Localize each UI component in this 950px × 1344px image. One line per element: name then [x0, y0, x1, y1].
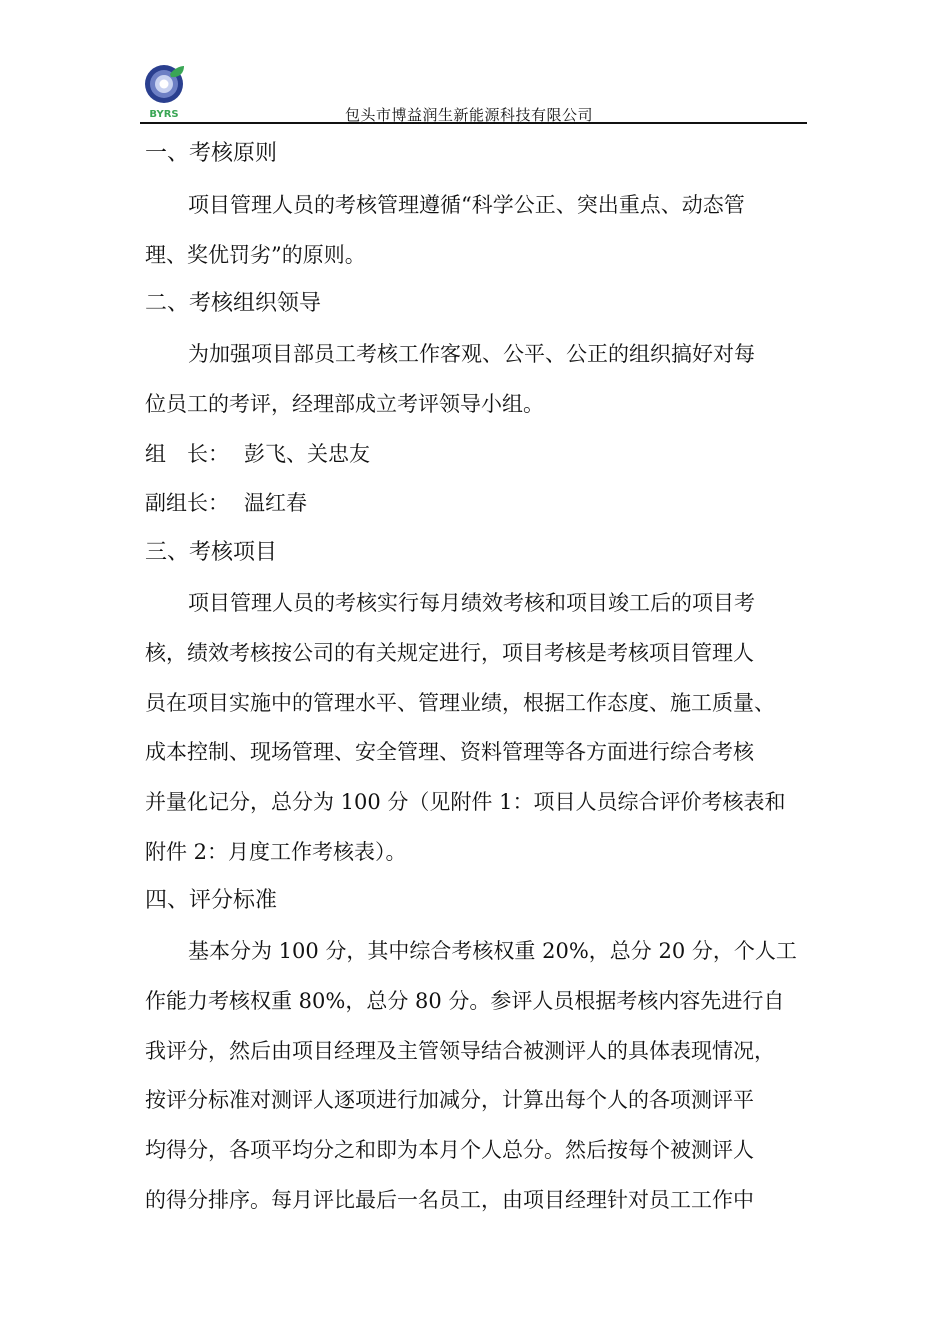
- section-heading: 三、考核项目: [145, 540, 278, 565]
- paragraph-line: 均得分，各项平均分之和即为本月个人总分。然后按每个被测评人: [145, 1138, 754, 1162]
- paragraph-line: 项目管理人员的考核实行每月绩效考核和项目竣工后的项目考: [188, 591, 755, 615]
- header-divider: [140, 122, 807, 124]
- leader-label: 组 长：: [145, 442, 229, 466]
- paragraph-line: 成本控制、现场管理、安全管理、资料管理等各方面进行综合考核: [145, 740, 754, 764]
- leader-value: 彭飞、关忠友: [244, 442, 370, 466]
- paragraph-line: 作能力考核权重 80%，总分 80 分。参评人员根据考核内容先进行自: [145, 989, 785, 1013]
- paragraph-line: 附件 2：月度工作考核表）。: [145, 840, 407, 864]
- paragraph-line: 我评分，然后由项目经理及主管领导结合被测评人的具体表现情况，: [145, 1039, 775, 1063]
- header-company-name: 包头市博益润生新能源科技有限公司: [345, 106, 594, 124]
- paragraph-line: 理、奖优罚劣”的原则。: [145, 243, 366, 267]
- paragraph-line: 核，绩效考核按公司的有关规定进行，项目考核是考核项目管理人: [145, 641, 754, 665]
- paragraph-line: 员在项目实施中的管理水平、管理业绩，根据工作态度、施工质量、: [145, 691, 775, 715]
- section-heading: 一、考核原则: [145, 141, 278, 166]
- logo-wordmark: BYRS: [149, 109, 179, 120]
- section-heading: 四、评分标准: [145, 888, 278, 913]
- paragraph-line: 为加强项目部员工考核工作客观、公平、公正的组织搞好对每: [188, 342, 755, 366]
- paragraph-line: 项目管理人员的考核管理遵循“科学公正、突出重点、动态管: [188, 193, 745, 217]
- section-heading: 二、考核组织领导: [145, 291, 322, 316]
- paragraph-line: 的得分排序。每月评比最后一名员工，由项目经理针对员工工作中: [145, 1188, 754, 1212]
- paragraph-line: 并量化记分，总分为 100 分（见附件 1：项目人员综合评价考核表和: [145, 790, 786, 814]
- company-logo: [140, 62, 188, 122]
- paragraph-line: 按评分标准对测评人逐项进行加减分，计算出每个人的各项测评平: [145, 1088, 754, 1112]
- paragraph-line: 位员工的考评，经理部成立考评领导小组。: [145, 392, 544, 416]
- deputy-value: 温红春: [244, 491, 307, 515]
- paragraph-line: 基本分为 100 分，其中综合考核权重 20%，总分 20 分，个人工: [188, 939, 797, 963]
- deputy-label: 副组长：: [145, 491, 229, 515]
